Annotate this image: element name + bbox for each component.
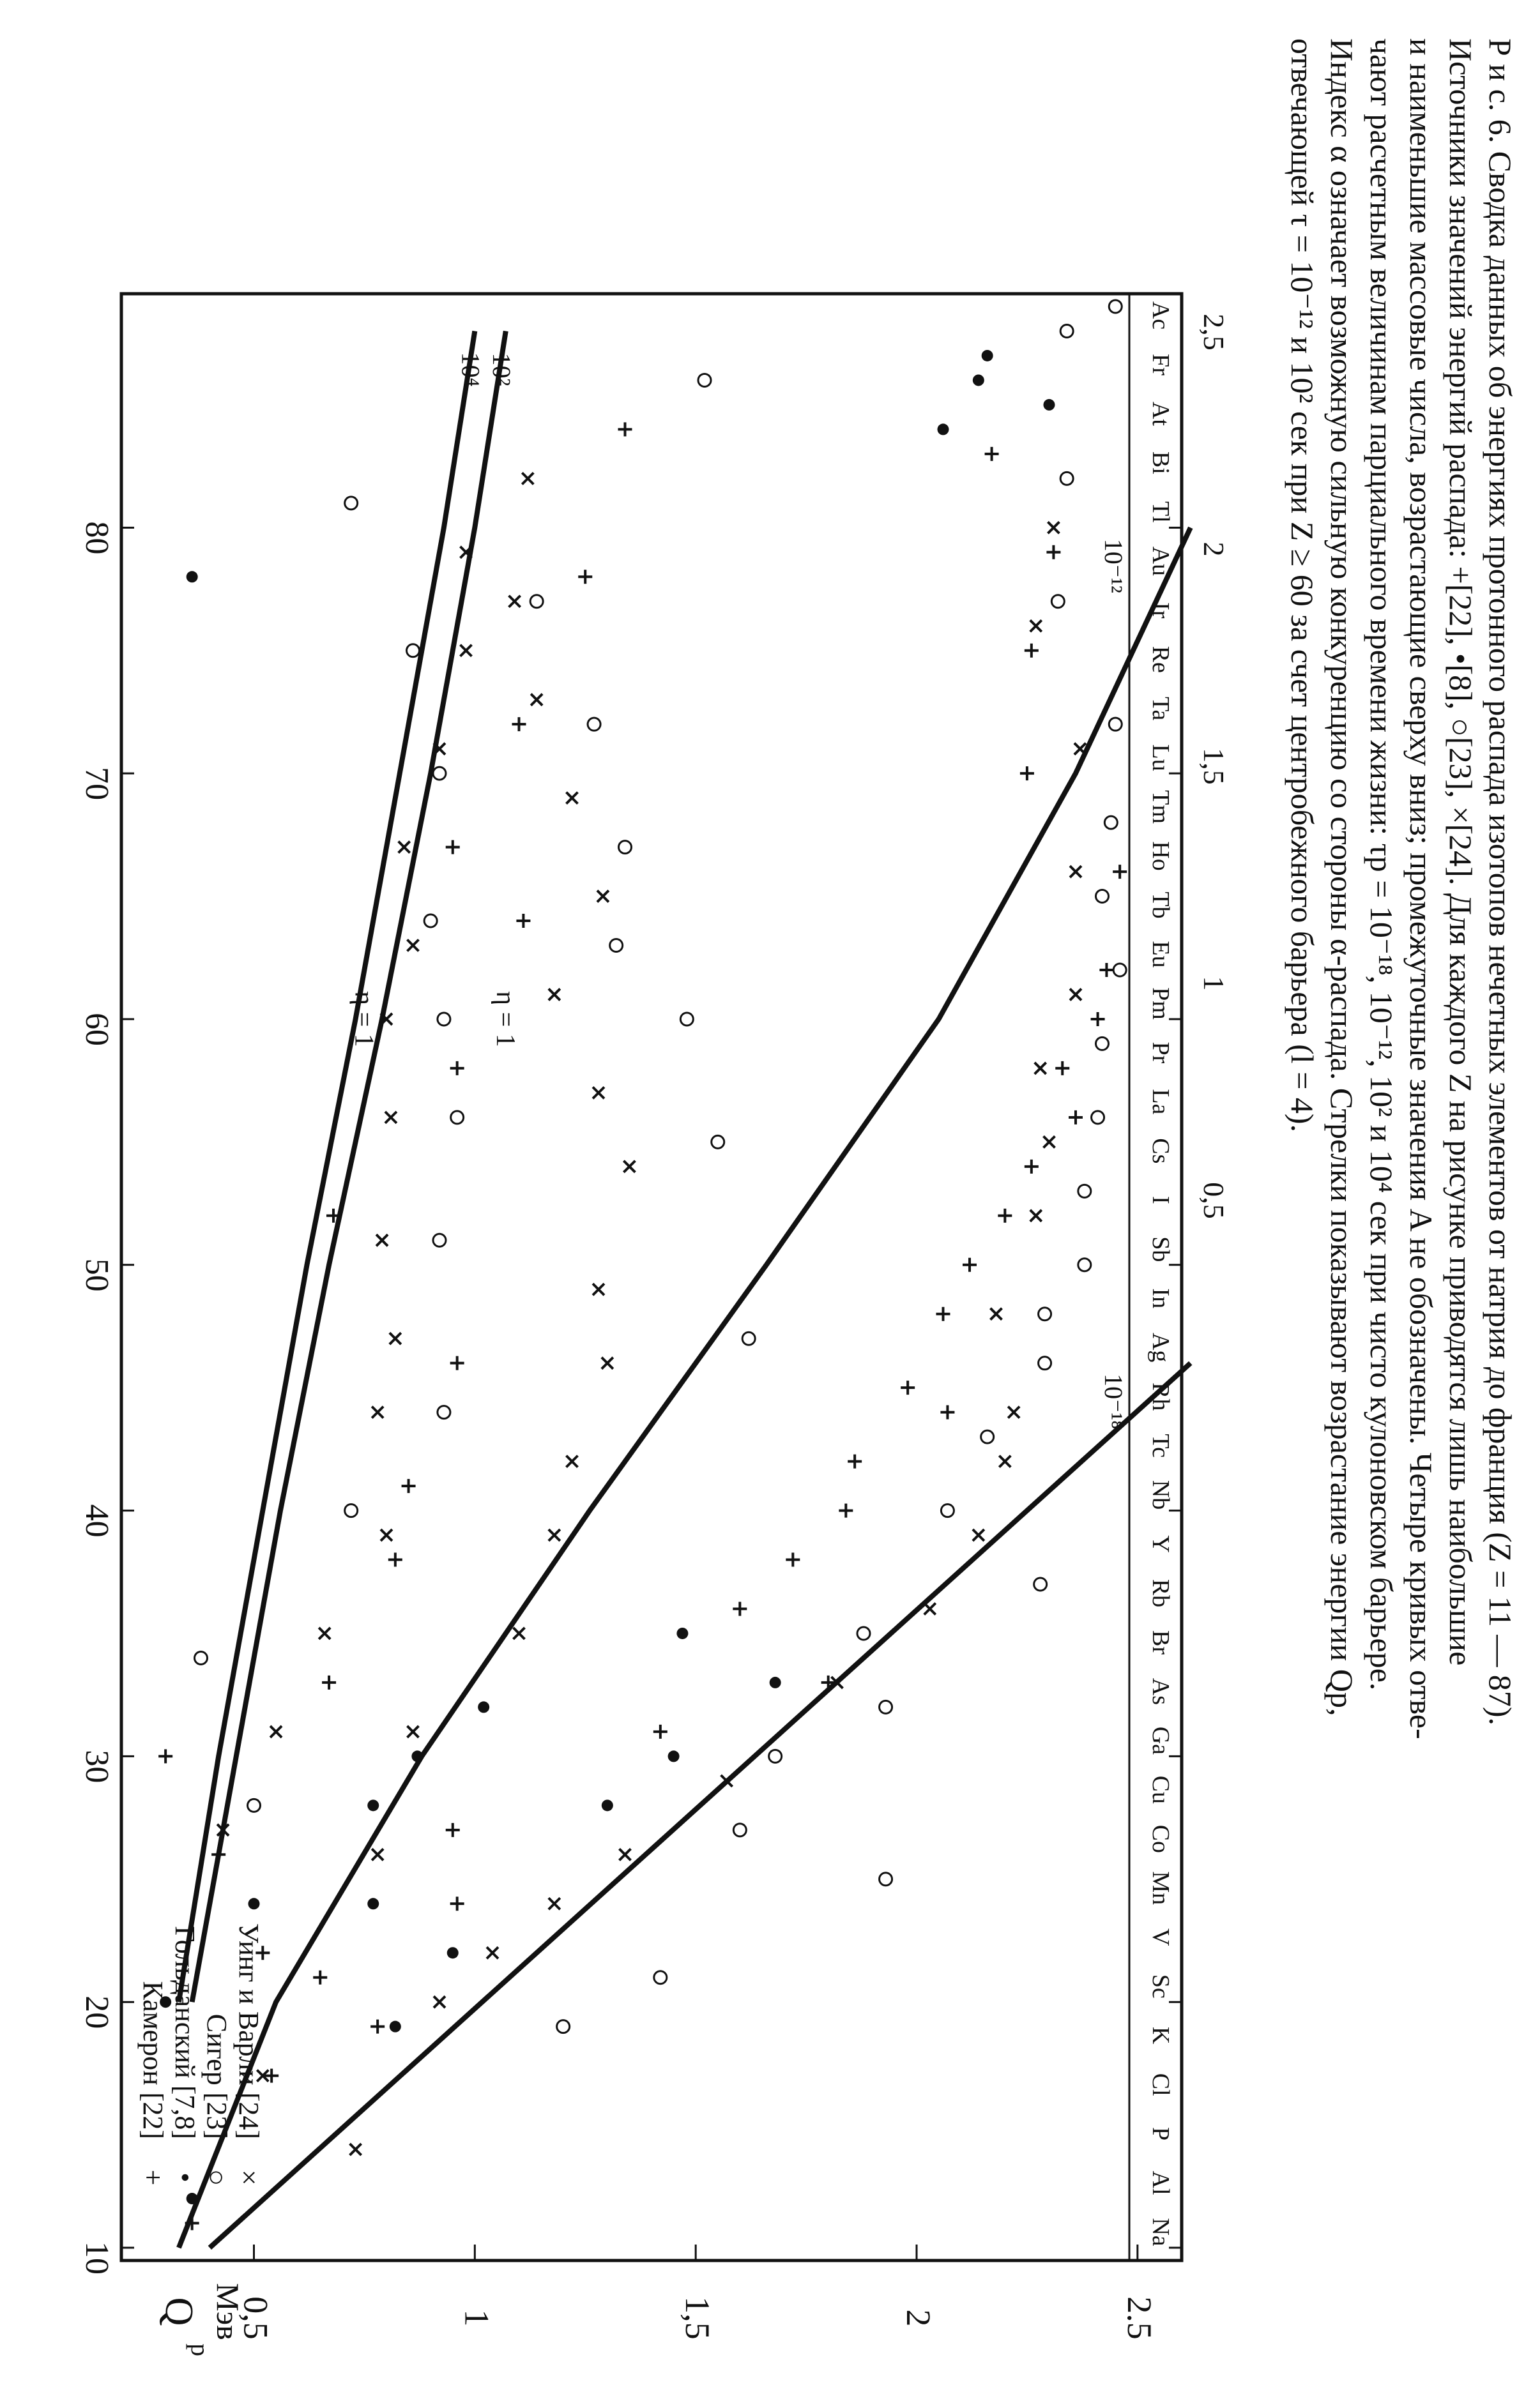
point-s2-27	[610, 939, 623, 952]
point-s3-24	[549, 1529, 560, 1541]
point-s3-37	[270, 1726, 282, 1738]
q-tick-label-3: 1	[457, 2309, 496, 2327]
point-s3-41	[390, 1333, 401, 1344]
point-s2-26	[680, 1013, 693, 1026]
z-tick-label-30: 30	[79, 1750, 115, 1783]
point-s0-7	[653, 1725, 667, 1739]
curves	[179, 331, 1191, 2248]
legend-marker-1: •	[169, 2172, 201, 2183]
top-scale-label-1: 2	[1198, 541, 1230, 557]
data-points	[158, 300, 1127, 2230]
point-s2-40	[433, 767, 446, 780]
element-label-Ac: Ac	[1147, 301, 1174, 330]
element-label-Rb: Rb	[1147, 1579, 1174, 1608]
point-s1-3	[367, 1898, 379, 1909]
eta-label: η = 1	[490, 991, 520, 1047]
point-s3-35	[522, 473, 533, 484]
element-label-Tb: Tb	[1147, 891, 1174, 919]
point-s0-6	[446, 1823, 460, 1837]
plot-frame	[121, 294, 1182, 2260]
point-s0-25	[1025, 644, 1039, 658]
z-tick-label-50: 50	[79, 1258, 115, 1292]
point-s0-14	[901, 1381, 915, 1395]
legend-label-3: Уинг и Варли [24]	[233, 1923, 264, 2139]
point-s2-0	[557, 2020, 570, 2033]
point-s2-25	[712, 1135, 724, 1148]
curve-label-0: 10⁻¹⁸	[1099, 1374, 1128, 1430]
point-s1-8	[411, 1750, 423, 1762]
point-s3-26	[602, 1358, 613, 1369]
point-s2-6	[857, 1627, 870, 1640]
caption-line-4: чают расчетным величинам парциального времени жизни: τp = 10⁻¹⁸, 10⁻¹², 10² и 10⁴ сек при чисто кулоновском барьере.	[1364, 38, 1400, 1691]
point-s1-1	[390, 2021, 401, 2033]
point-s0-39	[578, 570, 592, 584]
qp-axis-subscript: p	[186, 2344, 215, 2356]
top-scale-label-0: 2,5	[1198, 314, 1230, 351]
axes	[121, 294, 1182, 2260]
point-s1-5	[668, 1750, 680, 1762]
top-scale-label-2: 1,5	[1198, 748, 1230, 785]
caption-line-1: Р и с. 6. Сводка данных об энергиях протонного распада изотопов нечетных элементов от натрия до франция (Z = 11 — 87).	[1483, 38, 1518, 1725]
element-label-Nb: Nb	[1147, 1480, 1174, 1510]
point-s2-17	[1096, 890, 1109, 903]
point-s2-7	[1034, 1578, 1047, 1591]
element-label-Cs: Cs	[1147, 1138, 1174, 1164]
point-s3-30	[549, 988, 560, 1000]
legend-label-1: Гольданский [7,8]	[169, 1926, 201, 2139]
element-label-Ga: Ga	[1147, 1726, 1174, 1755]
point-s0-16	[963, 1258, 977, 1272]
z-tick-label-10: 10	[79, 2241, 115, 2275]
q-tick-label-2: 1,5	[678, 2296, 717, 2340]
point-s2-11	[1039, 1308, 1051, 1321]
point-s0-12	[848, 1455, 862, 1469]
point-s3-45	[408, 940, 419, 951]
element-label-Pm: Pm	[1147, 987, 1174, 1020]
caption-line-5: Индекс α означает возможную сильную конкуренцию со стороны α-распада. Стрелки показывают возрастание энергии Qp,	[1324, 38, 1360, 1716]
point-s2-1	[654, 1971, 667, 1984]
point-s2-4	[769, 1750, 782, 1762]
element-label-In: In	[1147, 1288, 1174, 1309]
point-s0-28	[211, 1847, 225, 1861]
point-s0-15	[936, 1307, 950, 1321]
point-s0-5	[450, 1897, 464, 1911]
z-tick-label-40: 40	[79, 1504, 115, 1538]
point-s2-10	[1039, 1357, 1051, 1370]
point-s0-30	[322, 1676, 336, 1690]
element-label-Ho: Ho	[1147, 841, 1174, 871]
point-s2-30	[530, 595, 543, 608]
point-s2-9	[981, 1430, 994, 1443]
point-s3-38	[319, 1628, 330, 1639]
point-s3-31	[597, 891, 609, 902]
point-s1-7	[676, 1628, 688, 1639]
element-label-Tl: Tl	[1147, 501, 1174, 523]
point-s2-13	[1078, 1185, 1091, 1197]
point-s3-14	[1044, 1136, 1055, 1147]
element-label-K: K	[1147, 2026, 1174, 2045]
point-s2-28	[619, 841, 632, 854]
point-s1-15	[982, 350, 993, 361]
element-label-Y: Y	[1147, 1535, 1174, 1553]
point-s3-39	[381, 1529, 392, 1541]
legend-label-2: Сигер [23]	[201, 2013, 233, 2139]
point-s3-29	[593, 1087, 604, 1098]
point-s2-15	[1096, 1037, 1109, 1050]
point-s2-5	[880, 1700, 892, 1713]
qp-axis-symbol: Q	[157, 2297, 201, 2326]
point-s2-12	[1078, 1259, 1091, 1271]
point-s2-33	[195, 1651, 208, 1664]
element-label-P: P	[1147, 2127, 1174, 2141]
element-label-Al: Al	[1147, 2170, 1174, 2195]
point-s0-38	[512, 717, 526, 731]
z-tick-label-80: 80	[79, 521, 115, 555]
point-s2-35	[438, 1406, 450, 1419]
point-s3-2	[434, 1996, 445, 2008]
point-s0-19	[1069, 1110, 1083, 1124]
curve-tau-0	[210, 1363, 1191, 2248]
point-s2-34	[345, 1504, 358, 1517]
top-scale-label-3: 1	[1198, 976, 1230, 991]
top-scale-label-4: 0,5	[1198, 1182, 1230, 1219]
point-s0-17	[998, 1209, 1012, 1223]
point-s0-27	[985, 447, 999, 461]
point-s3-0	[350, 2144, 362, 2155]
point-s0-3	[313, 1971, 327, 1985]
curve-label-1: 10⁻¹²	[1099, 538, 1128, 593]
point-s3-22	[408, 1726, 419, 1738]
element-label-Pr: Pr	[1147, 1041, 1174, 1064]
point-s2-36	[433, 1234, 446, 1246]
point-s3-21	[372, 1849, 383, 1860]
element-label-Lu: Lu	[1147, 744, 1174, 771]
point-s2-24	[742, 1332, 755, 1345]
point-s0-40	[618, 422, 632, 436]
point-s0-31	[388, 1553, 402, 1567]
caption-line-3: и наименьшие массовые числа, возрастающие сверху вниз; промежуточные значения A не обозначены. Четыре кривых отве-	[1403, 38, 1439, 1739]
element-label-Na: Na	[1147, 2218, 1174, 2246]
element-label-V: V	[1147, 1928, 1174, 1946]
point-s0-22	[1099, 963, 1113, 977]
element-label-Tm: Tm	[1147, 790, 1174, 824]
point-s3-10	[999, 1456, 1011, 1467]
point-s2-20	[1051, 595, 1064, 608]
point-s2-23	[1109, 300, 1122, 313]
element-label-Br: Br	[1147, 1630, 1174, 1655]
legend-label-0: Камерон [22]	[137, 1981, 169, 2139]
point-s0-35	[450, 1061, 464, 1075]
point-s2-37	[451, 1111, 464, 1124]
point-s2-18	[1104, 816, 1117, 829]
z-tick-label-70: 70	[79, 767, 115, 801]
point-s0-21	[1091, 1012, 1105, 1026]
point-s2-38	[438, 1013, 450, 1026]
point-s0-23	[1113, 865, 1127, 879]
point-s3-9	[973, 1529, 984, 1541]
legend	[137, 1923, 264, 2186]
point-s3-16	[1070, 988, 1081, 1000]
point-s3-12	[991, 1308, 1002, 1320]
point-s1-4	[602, 1799, 613, 1811]
point-s0-37	[446, 840, 460, 854]
legend-marker-2: ○	[201, 2169, 233, 2186]
element-label-Ir: Ir	[1147, 602, 1174, 619]
element-label-I: I	[1147, 1195, 1174, 1204]
element-label-Mn: Mn	[1147, 1871, 1174, 1905]
point-s3-42	[376, 1234, 388, 1246]
point-s0-32	[402, 1479, 416, 1493]
q-tick-label-0: 2.5	[1120, 2296, 1159, 2340]
point-s0-20	[1055, 1061, 1069, 1075]
element-label-Eu: Eu	[1147, 941, 1174, 968]
point-s2-42	[345, 497, 358, 510]
point-s2-32	[248, 1799, 261, 1812]
curve-tau-1	[179, 527, 1191, 2248]
point-s1-12	[367, 1799, 379, 1811]
point-s3-28	[623, 1161, 635, 1172]
q-tick-label-1: 2	[899, 2309, 938, 2327]
element-label-As: As	[1147, 1677, 1174, 1706]
point-s2-29	[588, 718, 600, 731]
point-s2-39	[424, 914, 437, 927]
point-s2-21	[1060, 472, 1073, 485]
element-label-La: La	[1147, 1089, 1174, 1115]
element-label-Cl: Cl	[1147, 2073, 1174, 2096]
z-tick-label-20: 20	[79, 1995, 115, 2029]
point-s0-13	[940, 1405, 954, 1420]
point-s3-27	[593, 1284, 604, 1295]
point-s1-0	[187, 2193, 198, 2204]
figure-caption	[1265, 38, 1520, 2363]
point-s3-13	[1030, 1210, 1042, 1222]
point-s2-16	[1113, 964, 1126, 976]
point-s3-48	[461, 645, 472, 656]
point-s0-2	[370, 2020, 385, 2034]
element-label-At: At	[1147, 401, 1174, 426]
point-s3-19	[1030, 620, 1042, 632]
point-s0-36	[516, 914, 530, 928]
element-label-Ta: Ta	[1147, 696, 1174, 721]
point-s2-22	[1060, 324, 1073, 337]
point-s3-5	[620, 1849, 631, 1860]
point-s2-2	[880, 1873, 892, 1886]
point-s1-6	[770, 1677, 781, 1688]
curve-label-2: 10²	[487, 352, 516, 386]
point-s2-41	[407, 644, 420, 657]
element-label-Cu: Cu	[1147, 1775, 1174, 1805]
element-label-Tc: Tc	[1147, 1434, 1174, 1458]
point-s2-14	[1092, 1111, 1104, 1124]
point-s2-3	[733, 1824, 746, 1836]
z-tick-label-60: 60	[79, 1012, 115, 1046]
point-s1-11	[248, 1898, 260, 1909]
point-s3-32	[567, 792, 578, 804]
point-s0-9	[733, 1602, 747, 1616]
qp-axis-unit: Мэв	[210, 2283, 246, 2340]
point-s1-14	[973, 374, 984, 386]
point-s3-46	[399, 842, 410, 853]
element-label-Co: Co	[1147, 1824, 1174, 1854]
caption-line-2: Источники значений энергий распада: +[22], •[8], ○[23], ×[24]. Для каждого Z на рисунке приводятся лишь наибольшие	[1443, 38, 1479, 1666]
point-s1-17	[187, 571, 198, 582]
point-s0-29	[158, 1749, 172, 1763]
curve-label-3: 10⁴	[456, 352, 485, 387]
point-s3-8	[924, 1603, 936, 1614]
point-s3-25	[567, 1456, 578, 1467]
caption-line-6: отвечающей τ = 10⁻¹² и 10² сек при Z ≥ 60 за счет центробежного барьера (l = 4).	[1285, 38, 1320, 1133]
curve-tau-2	[192, 331, 506, 2003]
point-s3-33	[531, 694, 542, 706]
point-s0-11	[839, 1504, 853, 1518]
point-s3-23	[514, 1628, 525, 1639]
point-s3-40	[372, 1407, 383, 1418]
legend-marker-3: ×	[233, 2169, 264, 2186]
point-s1-13	[938, 423, 949, 435]
element-label-Re: Re	[1147, 646, 1174, 673]
point-s1-16	[1044, 399, 1055, 411]
element-label-Ag: Ag	[1147, 1332, 1174, 1363]
point-s2-31	[698, 374, 711, 386]
eta-label-2: η = 1	[349, 991, 379, 1047]
legend-marker-0: +	[137, 2169, 169, 2186]
plot-border	[121, 294, 1182, 2260]
element-label-Sc: Sc	[1147, 1974, 1174, 1999]
point-s3-4	[549, 1898, 560, 1909]
point-s3-3	[487, 1947, 498, 1958]
point-s2-19	[1109, 718, 1122, 731]
point-s3-20	[1048, 522, 1059, 533]
q-tick-label-4: 0,5	[236, 2296, 275, 2340]
curve-tau-3	[179, 331, 475, 2003]
point-s0-26	[1046, 545, 1060, 559]
point-s0-33	[450, 1356, 464, 1370]
point-s3-43	[385, 1112, 397, 1123]
point-s0-10	[786, 1553, 800, 1567]
element-label-Sb: Sb	[1147, 1236, 1174, 1262]
point-s3-11	[1008, 1407, 1019, 1418]
point-s0-24	[1020, 766, 1034, 780]
point-s3-34	[509, 596, 521, 607]
point-s1-2	[447, 1947, 459, 1958]
point-s0-18	[1025, 1160, 1039, 1174]
point-s3-18	[1074, 743, 1086, 755]
element-label-Au: Au	[1147, 546, 1174, 577]
element-label-Rh: Rh	[1147, 1382, 1174, 1411]
element-label-Fr: Fr	[1147, 354, 1174, 375]
point-s1-9	[478, 1701, 489, 1713]
element-label-Bi: Bi	[1147, 451, 1174, 474]
point-s2-8	[941, 1504, 954, 1517]
point-s3-15	[1035, 1063, 1046, 1074]
point-s3-17	[1070, 866, 1081, 877]
